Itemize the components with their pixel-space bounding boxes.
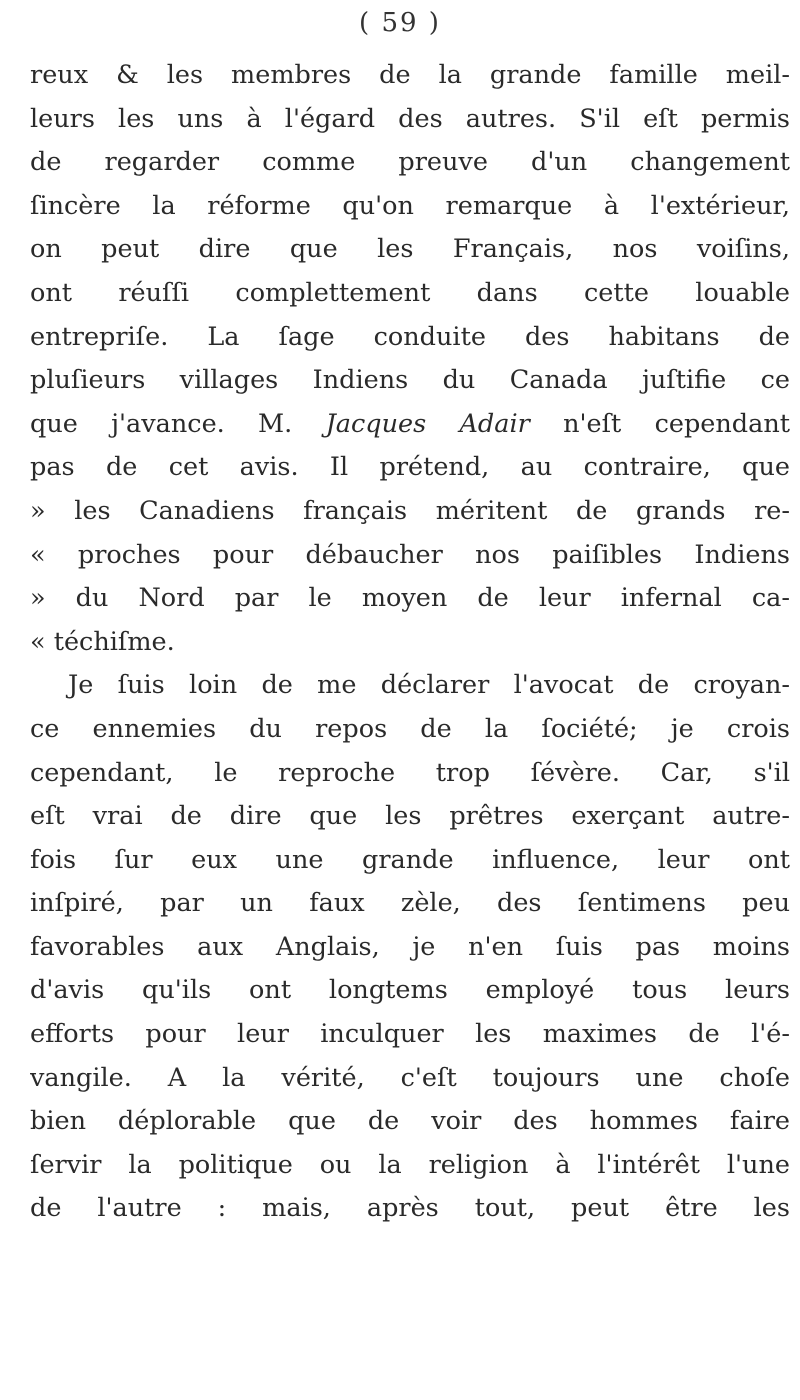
text-line: cependant, le reproche trop ſévère. Car, s'il <box>30 757 790 788</box>
page-number-header: ( 59 ) <box>359 8 441 38</box>
text-line: favorables aux Anglais, je n'en ſuis pas moins <box>30 931 790 962</box>
italic-name: Jacques Adair <box>325 408 530 439</box>
text-line: vangile. A la vérité, c'eſt toujours une choſe <box>30 1062 790 1093</box>
text-line: entrepriſe. La ſage conduite des habitans de <box>30 321 790 352</box>
text-line: efforts pour leur inculquer les maximes de l'é- <box>30 1019 790 1050</box>
text-line: d'avis qu'ils ont longtems employé tous leurs <box>30 975 790 1006</box>
text-line: ſervir la politique ou la religion à l'intérêt l'une <box>30 1149 790 1180</box>
text-line: » du Nord par le moyen de leur infernal ca- <box>30 583 790 614</box>
text-line: de l'autre : mais, après tout, peut être les <box>30 1193 790 1224</box>
text-line: reux & les membres de la grande famille meil- <box>30 60 790 90</box>
text-line: ſincère la réforme qu'on remarque à l'extérieur, <box>30 190 790 221</box>
text-line: eſt vrai de dire que les prêtres exerçant autre- <box>30 801 790 832</box>
text-line: ont réuſſi complettement dans cette louable <box>30 277 790 308</box>
body-text <box>30 54 790 1231</box>
text-line: « proches pour débaucher nos paiſibles Indiens <box>30 539 790 570</box>
text-line: leurs les uns à l'égard des autres. S'il eſt permis <box>30 103 790 134</box>
text-line: ce ennemies du repos de la ſociété; je crois <box>30 713 790 744</box>
text-line: inſpiré, par un faux zèle, des ſentimens peu <box>30 888 790 919</box>
text-line: Je ſuis loin de me déclarer l'avocat de croyan- <box>68 670 790 701</box>
text-line: fois ſur eux une grande influence, leur ont <box>30 844 790 875</box>
text-line: de regarder comme preuve d'un changement <box>30 147 790 178</box>
text-line: « téchiſme. <box>30 626 175 657</box>
text-line <box>30 403 790 447</box>
text-line: pluſieurs villages Indiens du Canada juſtifie ce <box>30 365 790 396</box>
text-segment: n'eſt cependant <box>529 408 790 439</box>
text-segment: que j'avance. M. <box>30 408 326 439</box>
text-line: pas de cet avis. Il prétend, au contraire, que <box>30 452 790 483</box>
text-line: on peut dire que les Français, nos voiſins, <box>30 234 790 265</box>
text-line: bien déplorable que de voir des hommes faire <box>30 1106 790 1137</box>
text-line: » les Canadiens français méritent de grands re- <box>30 495 790 526</box>
